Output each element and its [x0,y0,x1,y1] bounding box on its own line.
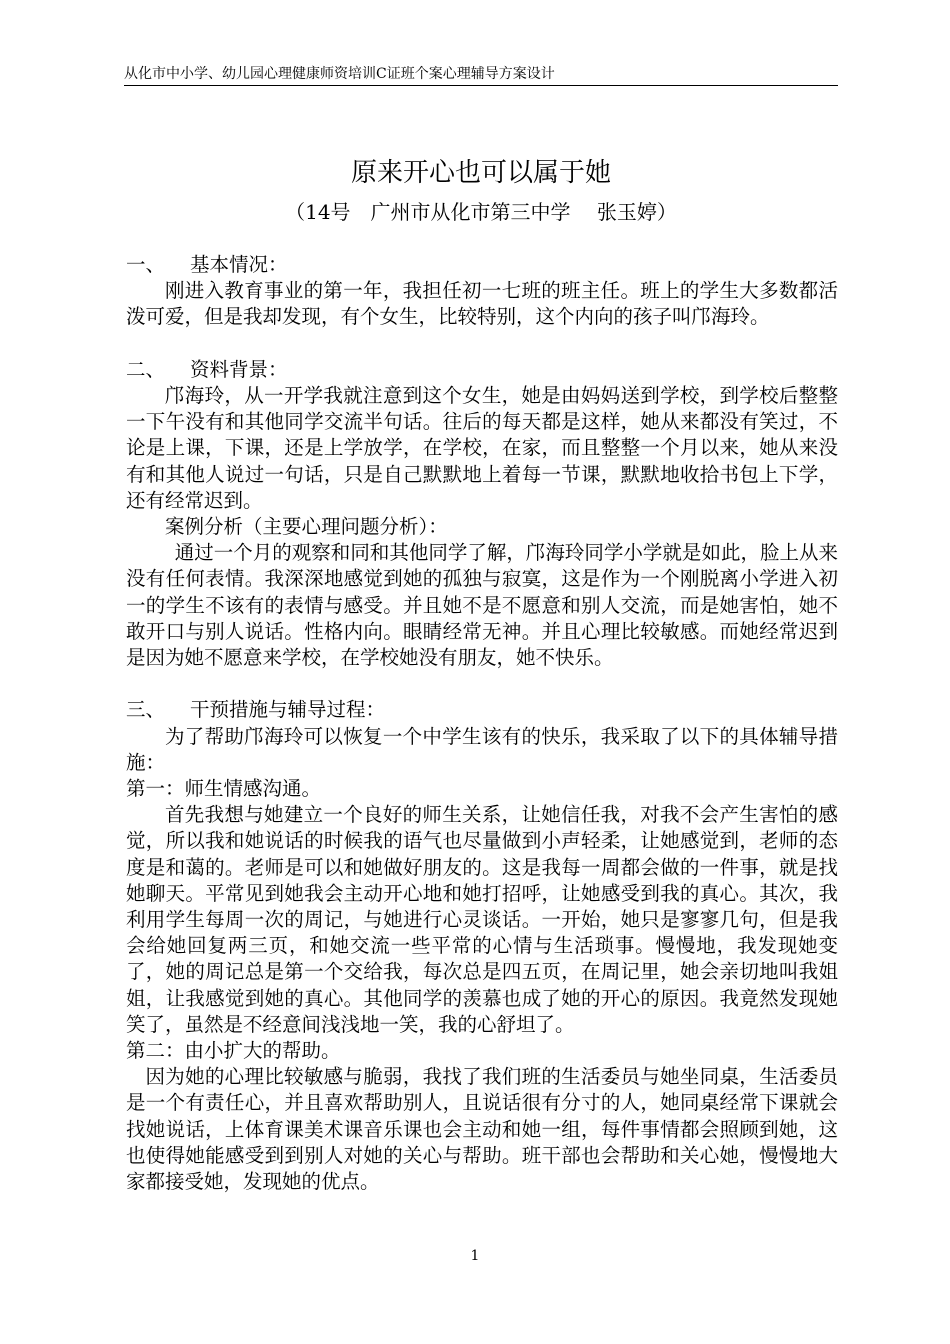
section-number: 一、 [126,253,166,276]
author-line: （14号 广州市从化市第三中学 张玉婷） [285,200,677,224]
running-header: 从化市中小学、幼儿园心理健康师资培训C证班个案心理辅导方案设计 [124,66,555,82]
page-number: 1 [470,1248,480,1264]
section-heading-text: 干预措施与辅导过程： [190,698,386,722]
document-title: 原来开心也可以属于她 [350,158,611,188]
section-heading-intervention [126,697,838,723]
document-body [126,252,838,1195]
section-heading-text: 资料背景： [190,357,288,381]
paragraph: 为了帮助邝海玲可以恢复一个中学生该有的快乐，我采取了以下的具体辅导措施： [126,724,838,774]
header-rule [124,85,838,86]
paragraph: 首先我想与她建立一个良好的师生关系，让她信任我，对我不会产生害怕的感觉，所以我和她说话的时候我的语气也尽量做到小声轻柔，让她感觉到，老师的态度是和蔼的。老师是可以和她做好朋友的。这是我每一周都会做的一件事，就是找她聊天。平常见到她我会主动开心地和她打招呼，让她感受到我的真心。其次，我利用学生每周一次的周记，与她进行心灵谈话。一开始，她只是寥寥几句，但是我会给她回复两三页，和她交流一些平常的心情与生活琐事。慢慢地，我发现她变了，她的周记总是第一个交给我，每次总是四五页，在周记里，她会亲切地叫我姐姐，让我感觉到她的真心。其他同学的羡慕也成了她的开心的原因。我竟然发现她笑了，虽然是不经意间浅浅地一笑，我的心舒坦了。 [126,803,838,1036]
paragraph: 刚进入教育事业的第一年，我担任初一七班的班主任。班上的学生大多数都活泼可爱，但是我却发现，有个女生，比较特别，这个内向的孩子叫邝海玲。 [126,279,838,329]
paragraph-gap [126,331,838,357]
section-number: 二、 [126,357,166,381]
section-number: 三、 [126,698,166,722]
sub-heading: 案例分析（主要心理问题分析）： [165,515,448,539]
paragraph: 通过一个月的观察和同和其他同学了解，邝海玲同学小学就是如此，脸上从来没有任何表情。我深深地感觉到她的孤独与寂寞，这是作为一个刚脱离小学进入初一的学生不该有的表情与感受。并且她不是不愿意和别人交流，而是她害怕，她不敢开口与别人说话。性格内向。眼睛经常无神。并且心理比较敏感。而她经常迟到是因为她不愿意来学校，在学校她没有朋友，她不快乐。 [126,541,838,670]
sub-heading: 第一：师生情感沟通。 [126,777,322,801]
section-heading-background [126,357,838,383]
section-heading-basic-info [126,252,838,278]
section-heading-text: 基本情况： [190,253,288,276]
paragraph: 邝海玲，从一开学我就注意到这个女生，她是由妈妈送到学校，到学校后整整一下午没有和其他同学交流半句话。往后的每天都是这样，她从来都没有笑过，不论是上课，下课，还是上学放学，在学校，在家，而且整整一个月以来，她从来没有和其他人说过一句话，只是自己默默地上着每一节课，默默地收拾书包上下学，还有经常迟到。 [126,384,838,512]
sub-heading: 第二：由小扩大的帮助。 [126,1039,341,1063]
paragraph-gap [126,671,838,697]
paragraph: 因为她的心理比较敏感与脆弱，我找了我们班的生活委员与她坐同桌，生活委员是一个有责任心，并且喜欢帮助别人，且说话很有分寸的人，她同桌经常下课就会找她说话，上体育课美术课音乐课也会主动和她一组，每件事情都会照顾到她，这也使得她能感受到到别人对她的关心与帮助。班干部也会帮助和关心她，慢慢地大家都接受她，发现她的优点。 [126,1065,838,1194]
